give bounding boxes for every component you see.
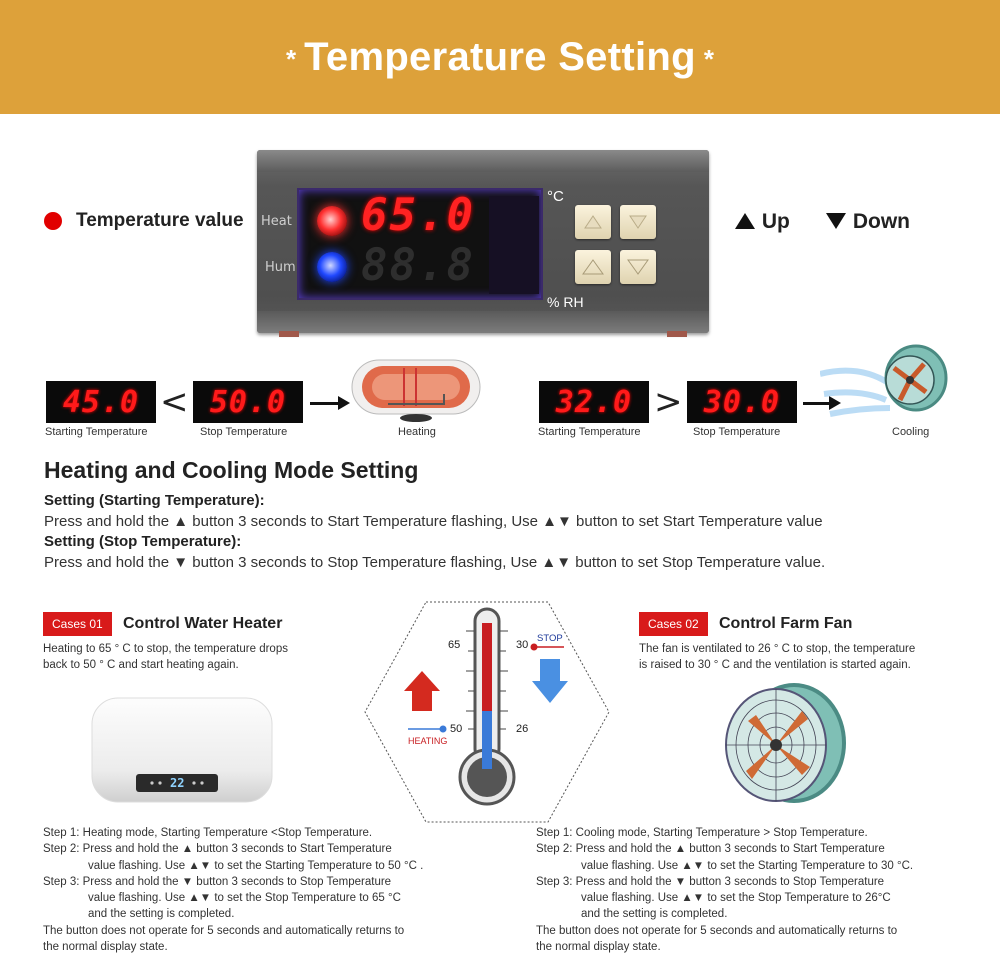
cooling-stop-caption: Stop Temperature [693, 426, 781, 438]
step-line: value flashing. Use ▲▼ to set the Stop Temperature to 65 °C [88, 892, 401, 905]
scale-label-65: 65 [448, 639, 461, 651]
controller-rim-bottom [257, 311, 709, 333]
lcd-display [297, 188, 543, 300]
water-heater-product-image [90, 696, 274, 804]
step-line: value flashing. Use ▲▼ to set the Starting Temperature to 30 °C. [581, 859, 914, 872]
step-line: Step 1: Cooling mode, Starting Temperature > Stop Temperature. [536, 827, 868, 839]
heater-display-readout: 22 [170, 776, 185, 790]
rh-unit: % RH [547, 294, 584, 310]
less-than-operator: < [160, 382, 189, 422]
down-triangle-icon [825, 212, 847, 230]
step-line: value flashing. Use ▲▼ to set the Starting Temperature to 50 °C . [88, 859, 424, 872]
up-legend-label: Up [761, 210, 790, 233]
case-01-steps [43, 825, 423, 955]
case-02-title: Control Farm Fan [719, 615, 853, 632]
up-arrow-icon [584, 215, 602, 229]
case-01-desc-line: back to 50 ° C and start heating again. [43, 659, 239, 671]
step-line: the normal display state. [43, 941, 168, 954]
red-dot-icon [44, 212, 62, 230]
controller-foot [279, 331, 299, 337]
heating-start-display: 45.0 [46, 381, 156, 423]
down-button[interactable] [620, 205, 656, 239]
down-button-secondary[interactable] [620, 250, 656, 284]
case-02-desc-line: The fan is ventilated to 26 ° C to stop, the temperature [639, 643, 916, 655]
case-01-description [43, 641, 288, 673]
up-button-secondary[interactable] [575, 250, 611, 284]
temperature-value-label: Temperature value [76, 210, 244, 231]
scale-label-30: 30 [516, 639, 529, 651]
up-legend [734, 210, 790, 234]
down-outline-icon [627, 259, 649, 275]
celsius-unit: °C [547, 188, 564, 205]
start-setting-heading: Setting (Starting Temperature): [44, 492, 265, 509]
page-title: Temperature Setting [304, 34, 696, 79]
controller-rim-top [257, 150, 709, 172]
humidity-readout: 88.8 [361, 240, 475, 291]
step-line: Step 3: Press and hold the ▼ button 3 seconds to Stop Temperature [43, 875, 392, 888]
step-line: and the setting is completed. [581, 908, 728, 921]
greater-than-operator: > [654, 382, 683, 422]
hum-indicator-led [317, 252, 347, 282]
lcd-side-panel [489, 196, 539, 294]
stop-label: STOP [537, 633, 563, 644]
case-02-description [639, 641, 915, 673]
water-heater-image [348, 354, 484, 424]
heating-stop-caption: Stop Temperature [200, 426, 288, 438]
step-line: Step 3: Press and hold the ▼ button 3 seconds to Stop Temperature [536, 875, 885, 888]
case-01-tag: Cases 01 [43, 612, 112, 636]
step-line: The button does not operate for 5 seconds and automatically returns to [43, 924, 405, 937]
case-01-desc-line: Heating to 65 ° C to stop, the temperature drops [43, 643, 288, 655]
stop-setting-text: Press and hold the ▼ button 3 seconds to Stop Temperature flashing, Use ▲▼ button to set Stop Temperature value. [44, 554, 826, 571]
thermostat-controller [257, 150, 709, 333]
heat-indicator-led [317, 206, 347, 236]
hum-label: Hum [265, 260, 296, 275]
cooling-fan-image [820, 334, 950, 430]
up-triangle-icon [734, 212, 756, 230]
star-icon: * [286, 43, 297, 74]
stop-setting-heading: Setting (Stop Temperature): [44, 533, 242, 550]
case-01-title: Control Water Heater [123, 615, 283, 632]
down-legend-label: Down [852, 210, 910, 233]
heating-stop-display: 50.0 [193, 381, 303, 423]
heating-label: HEATING [408, 736, 448, 746]
controller-foot [667, 331, 687, 337]
heating-start-caption: Starting Temperature [45, 426, 148, 438]
down-arrow-icon [629, 215, 647, 229]
cooling-caption: Cooling [892, 426, 930, 438]
case-02-steps [536, 825, 913, 955]
step-line: the normal display state. [536, 941, 661, 954]
up-outline-icon [582, 259, 604, 275]
header-banner [0, 0, 1000, 114]
case-02-tag: Cases 02 [639, 612, 708, 636]
cooling-stop-display: 30.0 [687, 381, 797, 423]
step-line: and the setting is completed. [88, 908, 235, 921]
step-line: value flashing. Use ▲▼ to set the Stop Temperature to 26°C [581, 892, 891, 905]
mode-section-title: Heating and Cooling Mode Setting [44, 457, 419, 483]
heating-caption: Heating [398, 426, 436, 438]
cooling-start-display: 32.0 [539, 381, 649, 423]
farm-fan-image [718, 681, 848, 805]
step-line: Step 1: Heating mode, Starting Temperature <Stop Temperature. [43, 827, 373, 839]
thermometer-diagram [364, 601, 610, 823]
temperature-readout: 65.0 [361, 190, 475, 241]
arrow-icon [310, 402, 340, 405]
step-line: Step 2: Press and hold the ▲ button 3 seconds to Start Temperature [536, 843, 885, 856]
down-legend [825, 210, 910, 234]
cooling-start-caption: Starting Temperature [538, 426, 641, 438]
scale-label-50: 50 [450, 723, 463, 735]
case-02-desc-line: is raised to 30 ° C and the ventilation is started again. [639, 659, 911, 671]
scale-label-26: 26 [516, 723, 529, 735]
star-icon: * [703, 43, 714, 74]
heat-label: Heat [261, 214, 292, 229]
step-line: The button does not operate for 5 seconds and automatically returns to [536, 924, 898, 937]
temperature-value-legend [44, 210, 244, 232]
up-button[interactable] [575, 205, 611, 239]
start-setting-text: Press and hold the ▲ button 3 seconds to Start Temperature flashing, Use ▲▼ button to set Start Temperature value [44, 513, 823, 530]
step-line: Step 2: Press and hold the ▲ button 3 seconds to Start Temperature [43, 843, 392, 856]
